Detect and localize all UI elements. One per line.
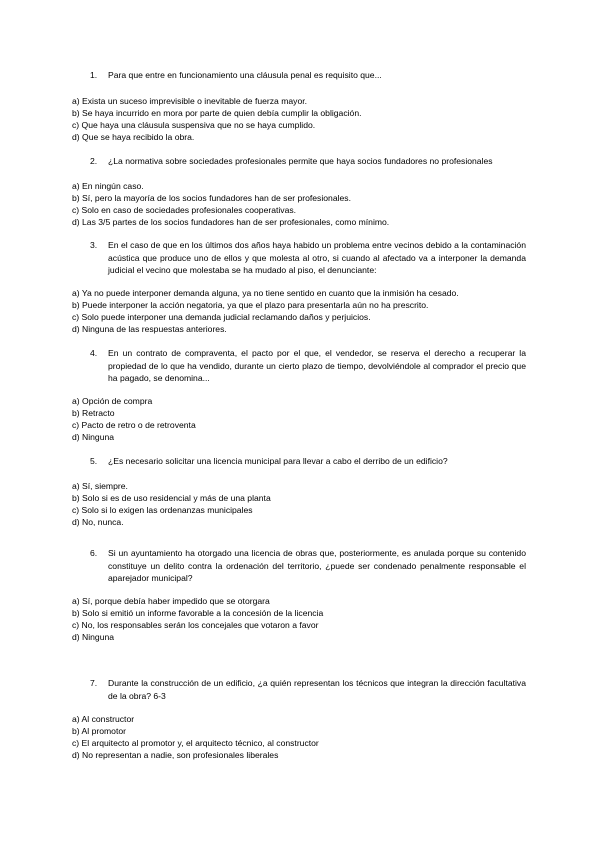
answer-options-3 bbox=[72, 287, 532, 335]
answer-option-b: b) Puede interponer la acción negatoria, ya que el plazo para presentarla aún no ha prescrito. bbox=[72, 300, 429, 310]
answer-option-d: d) Ninguna bbox=[72, 632, 115, 642]
question-2 bbox=[90, 155, 526, 168]
answer-option-c: c) Solo si lo exigen las ordenanzas municipales bbox=[72, 505, 253, 515]
answer-option-b: b) Solo si es de uso residencial y más de una planta bbox=[72, 493, 271, 503]
answer-option-c: c) Solo puede interponer una demanda judicial reclamando daños y perjuicios. bbox=[72, 312, 371, 322]
question-number: 1. bbox=[90, 70, 98, 80]
question-6 bbox=[90, 547, 526, 585]
answer-option-c: c) Pacto de retro o de retroventa bbox=[72, 420, 196, 430]
answer-option-d: d) Ninguna bbox=[72, 432, 115, 442]
question-text: ¿La normativa sobre sociedades profesionales permite que haya socios fundadores no profesionales bbox=[108, 156, 493, 166]
answer-option-b: b) Al promotor bbox=[72, 726, 126, 736]
question-4 bbox=[90, 347, 526, 385]
question-text: Durante la construcción de un edificio, ¿a quién representan los técnicos que integran la dirección facultativa de la obra? 6-3 bbox=[108, 678, 526, 701]
answer-options-1 bbox=[72, 95, 532, 143]
answer-option-b: b) Sí, pero la mayoría de los socios fundadores han de ser profesionales. bbox=[72, 193, 351, 203]
answer-options-4 bbox=[72, 395, 532, 443]
answer-option-d: d) No representan a nadie, son profesionales liberales bbox=[72, 750, 279, 760]
question-7 bbox=[90, 677, 526, 702]
question-number: 5. bbox=[90, 456, 98, 466]
question-text: En el caso de que en los últimos dos años haya habido un problema entre vecinos debido a la contaminación acústica que produce uno de ellos y que molesta al otro, si cuando al afectado va a interponer la demanda judicial el vecino que molestaba se ha mudado al piso, el denunciante: bbox=[108, 240, 526, 275]
question-number: 7. bbox=[90, 678, 98, 688]
answer-option-c: c) El arquitecto al promotor y, el arquitecto técnico, al constructor bbox=[72, 738, 319, 748]
question-text: Para que entre en funcionamiento una cláusula penal es requisito que... bbox=[108, 70, 382, 80]
question-3 bbox=[90, 239, 526, 277]
answer-option-c: c) Solo en caso de sociedades profesionales cooperativas. bbox=[72, 205, 297, 215]
answer-option-a: a) Al constructor bbox=[72, 714, 135, 724]
answer-option-a: a) Opción de compra bbox=[72, 396, 153, 406]
answer-option-c: c) Que haya una cláusula suspensiva que no se haya cumplido. bbox=[72, 120, 316, 130]
answer-option-a: a) Exista un suceso imprevisible o inevitable de fuerza mayor. bbox=[72, 96, 308, 106]
question-number: 3. bbox=[90, 240, 98, 250]
answer-options-6 bbox=[72, 595, 532, 643]
answer-option-d: d) Ninguna de las respuestas anteriores. bbox=[72, 324, 227, 334]
answer-option-b: b) Se haya incurrido en mora por parte de quien debía cumplir la obligación. bbox=[72, 108, 362, 118]
question-text: Si un ayuntamiento ha otorgado una licencia de obras que, posteriormente, es anulada porque su contenido constituye un delito contra la ordenación del territorio, ¿puede ser condenado penalmente responsable el aparejador municipal? bbox=[108, 548, 526, 583]
question-text: ¿Es necesario solicitar una licencia municipal para llevar a cabo el derribo de un edificio? bbox=[108, 456, 448, 466]
answer-option-d: d) Que se haya recibido la obra. bbox=[72, 132, 195, 142]
answer-option-b: b) Retracto bbox=[72, 408, 115, 418]
answer-option-a: a) En ningún caso. bbox=[72, 181, 144, 191]
answer-options-2 bbox=[72, 180, 532, 228]
answer-option-c: c) No, los responsables serán los concejales que votaron a favor bbox=[72, 620, 319, 630]
question-number: 2. bbox=[90, 156, 98, 166]
question-1 bbox=[90, 69, 526, 82]
answer-option-a: a) Sí, siempre. bbox=[72, 481, 128, 491]
answer-option-a: a) Sí, porque debía haber impedido que se otorgara bbox=[72, 596, 270, 606]
answer-options-7 bbox=[72, 713, 532, 761]
question-number: 6. bbox=[90, 548, 98, 558]
question-text: En un contrato de compraventa, el pacto por el que, el vendedor, se reserva el derecho a recuperar la propiedad de lo que ha vendido, durante un cierto plazo de tiempo, devolviéndole al comprador el precio que ha pagado, se denomina... bbox=[108, 348, 526, 383]
answer-option-a: a) Ya no puede interponer demanda alguna, ya no tiene sentido en cuanto que la inmisión ha cesado. bbox=[72, 288, 459, 298]
question-5 bbox=[90, 455, 526, 468]
answer-options-5 bbox=[72, 480, 532, 528]
answer-option-b: b) Solo si emitió un informe favorable a la concesión de la licencia bbox=[72, 608, 324, 618]
answer-option-d: d) Las 3/5 partes de los socios fundadores han de ser profesionales, como mínimo. bbox=[72, 217, 390, 227]
question-number: 4. bbox=[90, 348, 98, 358]
answer-option-d: d) No, nunca. bbox=[72, 517, 124, 527]
